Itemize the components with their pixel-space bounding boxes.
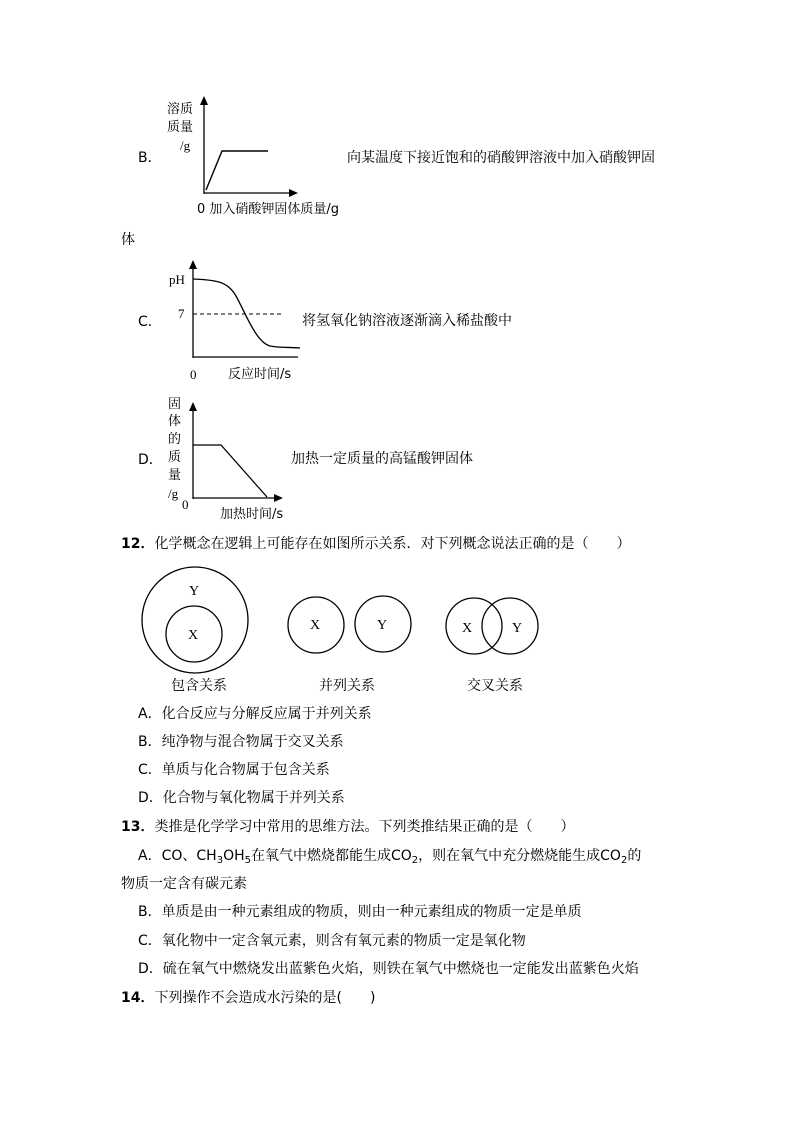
option-d-y-label-1: 固	[168, 397, 182, 412]
option-d-y-label-5: 量	[168, 468, 182, 483]
q12-option-d[interactable]: D．化合物与氧化物属于并列关系	[138, 790, 345, 806]
q13-number: 13．	[121, 819, 155, 835]
cross-right-circle	[482, 598, 538, 654]
q13-a-mid2: 在氧气中燃烧都能生成CO	[250, 848, 412, 864]
contain-outer-label: Y	[189, 584, 200, 599]
q13-stem-line	[121, 819, 574, 835]
cross-left-label: X	[462, 621, 473, 636]
option-c-graph	[188, 258, 303, 360]
q13-a-sub2: 5	[244, 855, 251, 866]
q12-diagrams	[140, 566, 550, 676]
option-d-y-label-6: /g	[168, 486, 179, 501]
option-b-x-label: 0 加入硝酸钾固体质量/g	[197, 202, 340, 217]
option-b-x-arrow	[289, 189, 298, 197]
option-d-graph	[188, 400, 285, 502]
q13-a-prefix: A．CO、CH	[138, 848, 217, 864]
q13-option-d[interactable]: D．硫在氧气中燃烧发出蓝紫色火焰，则铁在氧气中燃烧也一定能发出蓝紫色火焰	[138, 961, 639, 977]
q13-a-sub3: 2	[411, 855, 419, 866]
cross-left-circle	[446, 598, 502, 654]
parallel-left-label: X	[310, 618, 321, 633]
option-d-x-label: 加热时间/s	[220, 507, 284, 522]
option-b-description-cont: 体	[121, 232, 135, 248]
q12-stem: 化学概念在逻辑上可能存在如图所示关系．对下列概念说法正确的是（ ）	[154, 536, 631, 552]
q13-a-end: 的	[627, 848, 642, 864]
q13-stem: 类推是化学学习中常用的思维方法。下列类推结果正确的是（ ）	[154, 819, 575, 835]
option-b-y-label-2: 质量	[167, 120, 194, 135]
option-b-graph	[195, 96, 300, 200]
option-b-curve	[206, 151, 268, 190]
option-c-y-label: pH	[169, 272, 185, 287]
parallel-diagram	[288, 596, 411, 653]
option-d-curve	[193, 445, 267, 497]
contain-outer-circle	[142, 567, 248, 673]
option-c-y-arrow	[189, 260, 197, 269]
option-b-description: 向某温度下接近饱和的硝酸钾溶液中加入硝酸钾固	[347, 150, 655, 166]
option-b-y-label-3: /g	[180, 138, 191, 153]
cross-diagram	[446, 598, 538, 654]
option-d-y-label-4: 质	[168, 450, 182, 465]
q12-stem-line	[121, 536, 630, 552]
q14-number: 14．	[121, 990, 155, 1006]
q14-stem-line	[121, 990, 375, 1006]
q12-option-b[interactable]: B．纯净物与混合物属于交叉关系	[138, 734, 344, 750]
option-c-letter: C．	[138, 314, 162, 330]
q12-option-c[interactable]: C．单质与化合物属于包含关系	[138, 762, 330, 778]
cross-caption: 交叉关系	[467, 678, 523, 694]
option-d-x-origin: 0	[182, 497, 189, 512]
option-c-x-label: 反应时间/s	[228, 367, 292, 382]
parallel-right-label: Y	[377, 618, 388, 633]
q14-stem: 下列操作不会造成水污染的是( )	[154, 990, 376, 1006]
q13-option-b[interactable]: B．单质是由一种元素组成的物质，则由一种元素组成的物质一定是单质	[138, 904, 582, 920]
q13-a-sub4: 2	[620, 855, 628, 866]
contain-caption: 包含关系	[171, 678, 227, 694]
contain-diagram	[142, 567, 248, 673]
q13-option-a-cont: 物质一定含有碳元素	[121, 876, 247, 892]
option-c-x-origin: 0	[190, 367, 197, 382]
q13-option-a[interactable]	[138, 848, 641, 864]
parallel-caption: 并列关系	[319, 678, 375, 694]
option-d-x-arrow	[274, 494, 283, 502]
option-d-description: 加热一定质量的高锰酸钾固体	[291, 451, 473, 467]
option-c-description: 将氢氧化钠溶液逐渐滴入稀盐酸中	[302, 313, 512, 329]
option-d-y-arrow	[189, 402, 197, 411]
q12-number: 12．	[121, 536, 155, 552]
cross-right-label: Y	[512, 621, 523, 636]
q13-a-sub1: 3	[216, 855, 224, 866]
q13-a-mid3: ，则在氧气中充分燃烧能生成CO	[418, 848, 621, 864]
option-c-y-tick: 7	[178, 306, 185, 321]
option-d-letter: D．	[138, 452, 163, 468]
contain-inner-label: X	[188, 628, 199, 643]
option-b-y-label-1: 溶质	[167, 102, 194, 117]
option-b-letter: B．	[138, 150, 162, 166]
option-d-y-label-2: 体	[168, 414, 182, 429]
option-b-y-arrow	[200, 96, 208, 105]
q12-option-a[interactable]: A．化合反应与分解反应属于并列关系	[138, 706, 372, 722]
q13-option-c[interactable]: C．氧化物中一定含氧元素，则含有氧元素的物质一定是氧化物	[138, 933, 526, 949]
option-d-y-label-3: 的	[168, 432, 182, 447]
q13-a-mid1: OH	[223, 848, 245, 864]
